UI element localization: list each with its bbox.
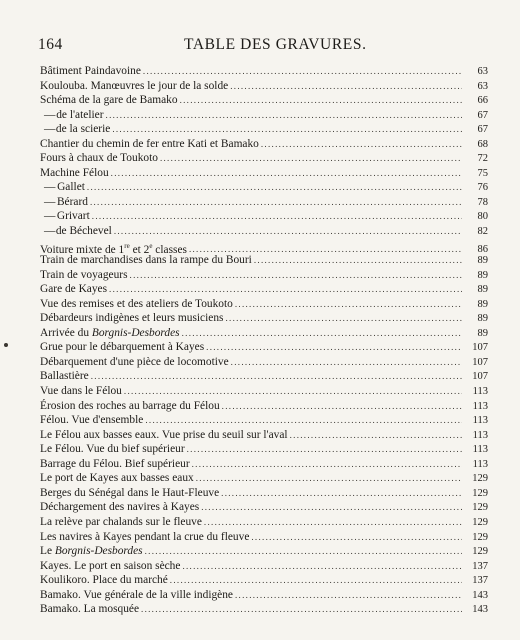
dot-leader: [235, 297, 462, 312]
toc-entry: [40, 573, 488, 588]
entry-title: [40, 355, 229, 370]
entry-title: [40, 544, 143, 559]
entry-title-text: Train de voyageurs: [40, 268, 128, 281]
entry-title-text: de l'atelier: [56, 108, 104, 121]
page-reference: 113: [472, 400, 488, 412]
toc-entry: [40, 180, 488, 195]
dot-leader: [106, 108, 462, 123]
entry-title-text: Vue dans le Félou: [40, 385, 122, 398]
entry-title-text: Bérard: [56, 195, 88, 208]
toc-entry: [40, 282, 488, 297]
entry-title-text: Le port de Kayes aux basses eaux: [40, 472, 194, 485]
page-reference: 107: [472, 342, 488, 354]
page-reference: 67: [477, 124, 488, 136]
entry-title-text: de Béchevel: [55, 225, 112, 238]
dot-leader: [160, 151, 462, 166]
page-reference: 89: [477, 255, 488, 267]
page-reference: 113: [472, 444, 488, 456]
page-reference: 78: [477, 196, 488, 208]
page-reference: 89: [477, 298, 488, 310]
page-reference: 129: [472, 531, 488, 543]
entry-title-text: Le Félou aux basses eaux. Vue prise du seuil sur l'aval: [40, 428, 288, 441]
page-reference: 68: [477, 138, 488, 150]
toc-entry: [40, 93, 488, 108]
entry-title: [40, 253, 252, 268]
continuation-dash: —: [44, 181, 56, 194]
entry-title: [40, 515, 202, 530]
entry-title-text: Le: [40, 545, 55, 558]
entry-title: [56, 108, 103, 123]
dot-leader: [221, 486, 462, 501]
entry-title: [40, 93, 178, 108]
entry-title: [40, 297, 233, 312]
entry-title-text: Ballastière: [40, 370, 89, 383]
entry-title-text: Gallet: [57, 181, 85, 194]
page-reference: 66: [477, 95, 488, 107]
entry-title-text: Kayes. Le port en saison sèche: [40, 559, 181, 572]
entry-title-text: Berges du Sénégal dans le Haut-Fleuve: [40, 486, 220, 499]
entry-title: [40, 282, 107, 297]
page-reference: 107: [472, 371, 488, 383]
dot-leader: [145, 544, 462, 559]
continuation-dash: —: [44, 195, 56, 208]
entry-title-text: Machine Félou: [40, 166, 109, 179]
entry-title-text: Débardeurs indigènes et leurs musiciens: [40, 312, 224, 325]
dot-leader: [180, 93, 462, 108]
entry-title: [40, 486, 219, 501]
page-reference: 76: [477, 182, 488, 194]
entry-title-text: Schéma de la gare de Bamako: [40, 94, 178, 107]
page-reference: 129: [472, 516, 488, 528]
entry-title-text: Bamako. Vue générale de la ville indigène: [40, 588, 233, 601]
page-reference: 113: [472, 429, 488, 441]
entry-title: [40, 471, 194, 486]
toc-entry: [40, 209, 488, 224]
entry-title-text: Gare de Kayes: [40, 283, 108, 296]
entry-title: [40, 559, 180, 574]
entry-title-italic: Borgnis-Desbordes: [91, 326, 180, 339]
toc-entry: [40, 297, 488, 312]
dot-leader: [114, 224, 462, 239]
toc-entry: [40, 515, 488, 530]
continuation-dash: —: [44, 108, 56, 121]
continuation-dash: —: [44, 210, 56, 223]
running-title: TABLE DES GRAVURES.: [184, 36, 367, 53]
toc-entry: [40, 442, 488, 457]
toc-entry: [40, 500, 488, 515]
dot-leader: [130, 268, 462, 283]
entry-title: [40, 311, 223, 326]
toc-entry: [40, 588, 488, 603]
toc-entry: [40, 326, 488, 341]
page-reference: 63: [477, 80, 488, 92]
entry-title-text: Arrivée du: [40, 326, 92, 339]
entry-title-text: Train de marchandises dans la rampe du Bouri: [40, 254, 252, 267]
entry-title: [40, 457, 190, 472]
toc-entry: [40, 544, 488, 559]
page-header: [38, 36, 484, 56]
entry-title: [56, 224, 112, 239]
page-reference: 89: [477, 327, 488, 339]
dot-leader: [90, 195, 462, 210]
dot-leader: [145, 413, 462, 428]
page-reference: 89: [477, 313, 488, 325]
page-reference: 137: [472, 575, 488, 587]
entry-title-text: Bamako. La mosquée: [40, 603, 140, 616]
toc-entry: [40, 195, 488, 210]
entry-title: [40, 442, 185, 457]
dot-leader: [143, 64, 462, 79]
entry-title-text: La relève par chalands sur le fleuve: [40, 515, 202, 528]
entry-title-text: Vue des remises et des ateliers de Toukoto: [40, 297, 233, 310]
entry-title: Voiture mixte de 1re et 2e classes: [40, 241, 187, 256]
entry-title-text: de la scierie: [55, 123, 111, 136]
toc-entry: [40, 399, 488, 414]
toc-entry: [40, 224, 488, 239]
table-of-illustrations: [40, 64, 488, 617]
dot-leader: [222, 399, 462, 414]
dot-leader: [124, 384, 462, 399]
dot-leader: [261, 137, 462, 152]
dot-leader: [170, 573, 462, 588]
entry-title-text: Fours à chaux de Toukoto: [40, 152, 158, 165]
dot-leader: [231, 355, 462, 370]
dot-leader: [225, 311, 462, 326]
entry-title: [57, 195, 88, 210]
entry-title-text: Déchargement des navires à Kayes: [40, 501, 200, 514]
continuation-dash: —: [44, 123, 56, 136]
entry-title-text: Érosion des roches au barrage du Félou: [40, 399, 220, 412]
entry-title: [40, 573, 168, 588]
toc-entry: [40, 64, 488, 79]
entry-title: [40, 588, 233, 603]
entry-title-text: Grivart: [56, 210, 90, 223]
continuation-dash: —: [44, 225, 56, 238]
page-reference: 129: [472, 473, 488, 485]
dot-leader: [182, 326, 462, 341]
page-reference: 80: [477, 211, 488, 223]
page-reference: 129: [472, 546, 488, 558]
toc-entry: [40, 486, 488, 501]
page-reference: 137: [472, 560, 488, 572]
entry-title-text: Le Félou. Vue du bief supérieur: [40, 443, 185, 456]
dot-leader: [206, 340, 462, 355]
entry-title-text: Barrage du Félou. Bief supérieur: [40, 457, 190, 470]
page-reference: 113: [472, 415, 488, 427]
page-reference: 113: [472, 386, 488, 398]
toc-entry: [40, 428, 488, 443]
dot-leader: [235, 588, 462, 603]
dot-leader: [192, 457, 462, 472]
toc-entry: [40, 166, 488, 181]
entry-title: [40, 399, 220, 414]
toc-entry: [40, 369, 488, 384]
toc-entry: [40, 151, 488, 166]
dot-leader: [201, 500, 462, 515]
entry-title-italic: Borgnis-Desbordes: [54, 545, 143, 558]
toc-entry: [40, 137, 488, 152]
entry-title: [40, 151, 158, 166]
dot-leader: [91, 369, 462, 384]
toc-entry: [40, 268, 488, 283]
entry-title-text: Koulouba. Manœuvres le jour de la solde: [40, 79, 229, 92]
margin-ink-dot: [4, 343, 8, 347]
entry-title-text: Les navires à Kayes pendant la crue du fleuve: [40, 530, 250, 543]
toc-entry: [40, 253, 488, 268]
entry-title: [40, 369, 89, 384]
entry-title: [40, 428, 288, 443]
page-reference: 107: [472, 356, 488, 368]
entry-title: [40, 268, 128, 283]
toc-entry: [40, 602, 488, 617]
entry-title: [40, 79, 228, 94]
dot-leader: [112, 122, 462, 137]
entry-title: [40, 384, 122, 399]
dot-leader: [109, 282, 462, 297]
toc-entry: [40, 471, 488, 486]
entry-title: [40, 137, 259, 152]
dot-leader: [111, 166, 462, 181]
page-number: 164: [38, 36, 63, 53]
entry-title-text: Félou. Vue d'ensemble: [40, 414, 144, 427]
toc-entry: [40, 413, 488, 428]
entry-title: [40, 530, 249, 545]
entry-title-text: Bâtiment Paindavoine: [40, 65, 141, 77]
toc-entry: [40, 79, 488, 94]
entry-title: [57, 209, 90, 224]
dot-leader: [187, 442, 462, 457]
page-reference: 63: [477, 66, 488, 77]
entry-title-text: Grue pour le débarquement à Kayes: [40, 341, 205, 354]
dot-leader: [251, 530, 462, 545]
entry-title: [40, 602, 139, 617]
toc-entry: [40, 457, 488, 472]
toc-entry: [40, 559, 488, 574]
dot-leader: [290, 428, 462, 443]
dot-leader: [254, 253, 462, 268]
toc-entry: [40, 530, 488, 545]
page-reference: 67: [477, 109, 488, 121]
entry-title: [40, 166, 109, 181]
page-reference: 129: [472, 502, 488, 514]
page-reference: 129: [472, 487, 488, 499]
entry-title: [40, 500, 199, 515]
page-reference: 75: [477, 167, 488, 179]
page-reference: 143: [472, 589, 488, 601]
dot-leader: [204, 515, 462, 530]
page-reference: 143: [472, 604, 488, 616]
toc-entry: [40, 311, 488, 326]
dot-leader: [230, 79, 462, 94]
page-reference: 89: [477, 284, 488, 296]
page-reference: 113: [472, 458, 488, 470]
dot-leader: [182, 559, 462, 574]
entry-title-text: Chantier du chemin de fer entre Kati et Bamako: [40, 137, 259, 150]
entry-title: [40, 413, 143, 428]
entry-title: [56, 122, 110, 137]
dot-leader: [92, 209, 462, 224]
dot-leader: [141, 602, 462, 617]
toc-entry: [40, 384, 488, 399]
entry-title-text: Débarquement d'une pièce de locomotive: [40, 355, 229, 368]
toc-entry: [40, 122, 488, 137]
page-reference: 89: [477, 269, 488, 281]
entry-title: [40, 326, 180, 341]
toc-entry: [40, 108, 488, 123]
dot-leader: [196, 471, 462, 486]
entry-title: [40, 340, 204, 355]
page-reference: 72: [477, 153, 488, 165]
toc-entry: [40, 239, 488, 254]
entry-title: [40, 64, 141, 79]
page-reference: 82: [477, 226, 488, 238]
dot-leader: [87, 180, 462, 195]
entry-title-text: Koulikoro. Place du marché: [40, 574, 168, 587]
toc-entry: [40, 355, 488, 370]
toc-entry: [40, 340, 488, 355]
entry-title: [57, 180, 85, 195]
page-reference: 86: [477, 244, 488, 256]
